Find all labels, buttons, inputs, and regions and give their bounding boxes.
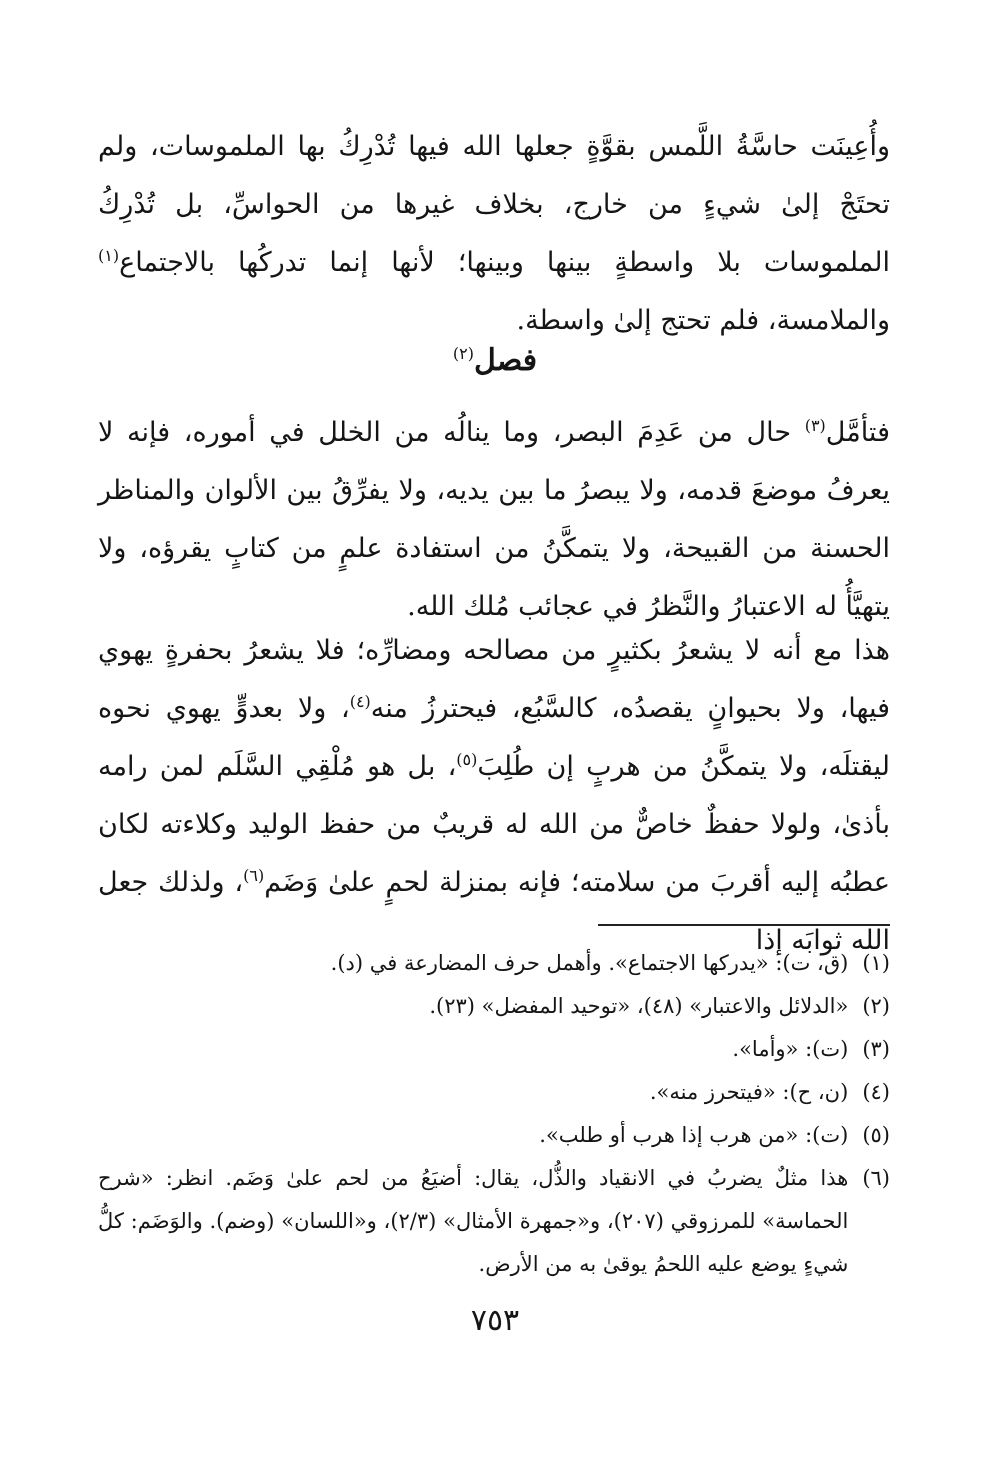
footnote-item xyxy=(98,1157,890,1286)
footnote-text: هذا مثلٌ يضربُ في الانقياد والذُّل، يقال: أضيَعُ من لحم علىٰ وَضَم. انظر: «شرح الحماسة» للمرزوقي (٢٠٧)، و«جمهرة الأمثال» (٢/٣)، و«اللسان» (وضم). والوَضَم: كلُّ شيءٍ يوضع عليه اللحمُ يوقىٰ به من الأرض. xyxy=(98,1166,849,1276)
footnote-ref[interactable]: (٢) xyxy=(452,344,474,363)
body-paragraph-2 xyxy=(98,404,890,636)
footnote-number: (٥) xyxy=(862,1123,890,1147)
paragraph-text-run: فتأمَّل xyxy=(825,417,890,448)
footnote-item xyxy=(98,1071,890,1114)
footnote-item xyxy=(98,1028,890,1071)
footnote-ref[interactable]: (٣) xyxy=(804,416,826,435)
footnote-item xyxy=(98,985,890,1028)
footnote-divider xyxy=(598,924,890,926)
footnote-text: (ق، ت): «يدركها الاجتماع». وأهمل حرف المضارعة في (د). xyxy=(330,951,849,975)
footnote-number: (١) xyxy=(862,951,890,975)
footnote-ref[interactable]: (١) xyxy=(98,246,120,265)
page-number: ٧٥٣ xyxy=(470,1303,520,1338)
footnote-ref[interactable]: (٦) xyxy=(243,866,265,885)
body-paragraph-1 xyxy=(98,118,890,350)
footnote-number: (٢) xyxy=(862,994,890,1018)
section-heading xyxy=(0,336,990,386)
footnote-number: (٣) xyxy=(862,1037,890,1061)
footnote-item xyxy=(98,942,890,985)
paragraph-text-run: وأُعِينَت حاسَّةُ اللَّمس بقوَّةٍ جعلها الله فيها تُدْرِكُ بها الملموسات، ولم تحتَجْ إلىٰ شيءٍ من خارج، بخلاف غيرها من الحواسِّ، بل تُدْرِكُ الملموسات بلا واسطةٍ بينها وبينها؛ لأنها إنما تدركُها بالاجتماع xyxy=(98,131,890,278)
footnote-number: (٦) xyxy=(862,1166,890,1190)
paragraph-text-run: والملامسة، فلم تحتج إلىٰ واسطة. xyxy=(516,305,890,336)
footnote-text: (ت): «من هرب إذا هرب أو طلب». xyxy=(539,1123,849,1147)
footnote-item xyxy=(98,1114,890,1157)
footnote-ref[interactable]: (٥) xyxy=(456,750,478,769)
paragraph-text-run: ، بل هو مُلْقِي السَّلَم لمن رامه بأذىٰ، ولولا حفظٌ خاصٌّ من الله له قريبٌ من حفظ الوليد وكلاءته لكان عطبُه إليه أقربَ من سلامته؛ فإنه بمنزلة لحمٍ علىٰ وَضَم xyxy=(98,751,890,898)
footnotes-list xyxy=(98,942,890,1286)
body-paragraph-3 xyxy=(98,622,890,970)
footnote-number: (٤) xyxy=(862,1080,890,1104)
section-heading-text: فصل xyxy=(474,343,538,378)
footnote-text: «الدلائل والاعتبار» (٤٨)، «توحيد المفضل» (٢٣). xyxy=(429,994,849,1018)
paragraph-text-run: هذا مع أنه لا يشعرُ بكثيرٍ من مصالحه ومضارِّه؛ فلا يشعرُ بحفرةٍ يهوي فيها، ولا بحيوانٍ يقصدُه، كالسَّبُع، فيحترزُ منه xyxy=(98,635,891,724)
footnote-text: (ت): «وأما». xyxy=(732,1037,849,1061)
footnote-text: (ن، ح): «فيتحرز منه». xyxy=(649,1080,849,1104)
footnote-ref[interactable]: (٤) xyxy=(349,692,371,711)
paragraph-text-run: ، ولا بعدوٍّ يهوي نحوه ليقتلَه، ولا يتمكَّنُ من هربٍ إن طُلِبَ xyxy=(98,693,890,782)
paragraph-text-run: ، ولذلك جعل الله ثوابَه إذا xyxy=(98,867,890,956)
paragraph-text-run: حال من عَدِمَ البصر، وما ينالُه من الخلل في أموره، فإنه لا يعرفُ موضعَ قدمه، ولا يبصرُ ما بين يديه، ولا يفرِّقُ بين الألوان والمناظر الحسنة من القبيحة، ولا يتمكَّنُ من استفادة علمٍ من كتابٍ يقرؤه، ولا يتهيَّأُ له الاعتبارُ والنَّظرُ في عجائب مُلك الله. xyxy=(98,417,890,622)
